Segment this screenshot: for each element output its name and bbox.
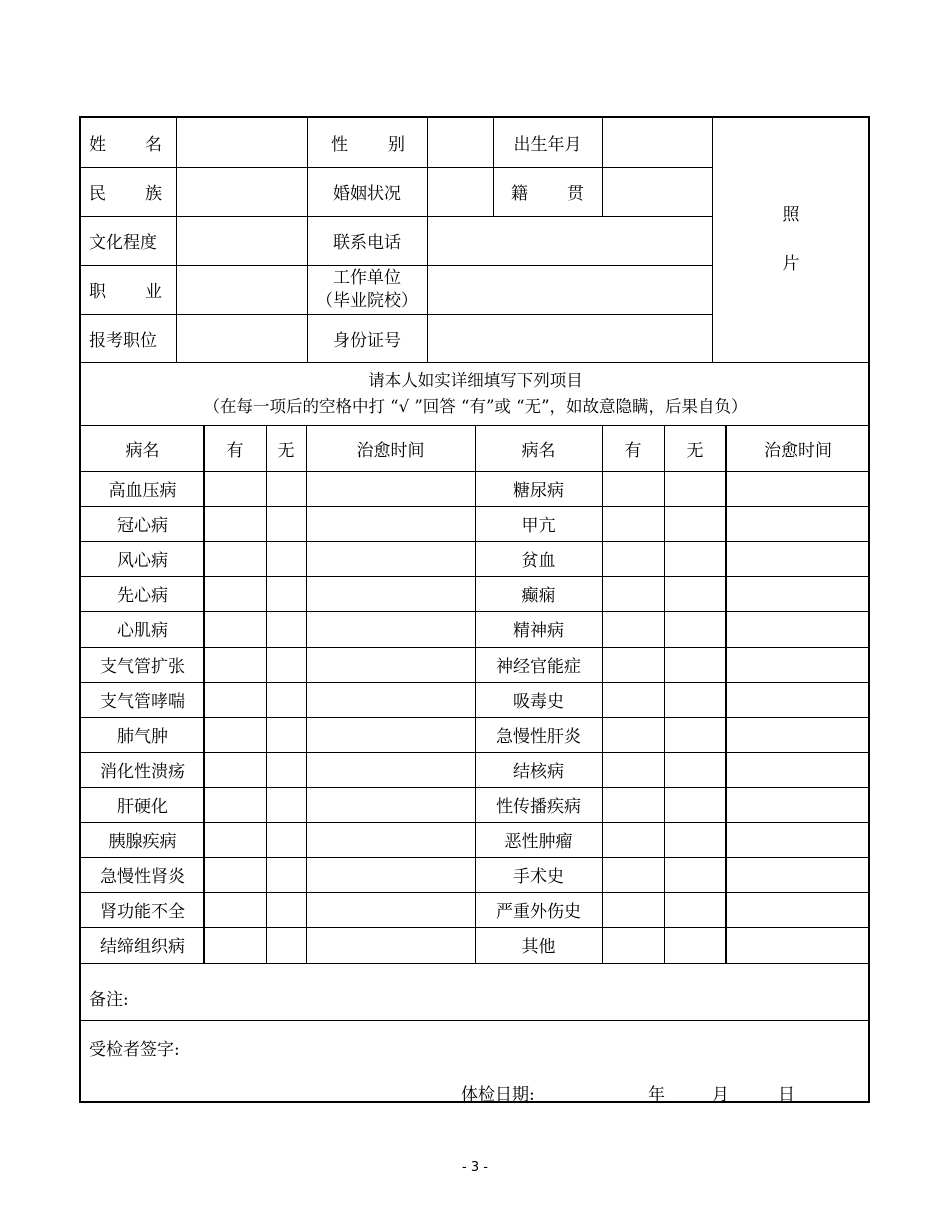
disease-name-left: 肾功能不全 [100, 902, 185, 923]
no-checkbox[interactable] [266, 611, 306, 646]
no-checkbox[interactable] [266, 541, 306, 576]
grid-line [81, 963, 870, 964]
cure-time-field[interactable] [726, 857, 870, 892]
no-checkbox[interactable] [266, 752, 306, 787]
no-checkbox[interactable] [664, 682, 726, 717]
col-header-yes-right: 有 [624, 440, 642, 461]
cure-time-field[interactable] [306, 892, 475, 927]
remarks-area[interactable] [81, 963, 870, 1020]
cure-time-field[interactable] [306, 752, 475, 787]
cure-time-field[interactable] [306, 717, 475, 752]
yes-checkbox[interactable] [204, 647, 266, 682]
date-day: 日 [778, 1084, 795, 1105]
grid-line [81, 576, 870, 577]
gender-field[interactable] [427, 118, 493, 167]
ethnicity-label: 民 族 [89, 184, 162, 204]
marital-label: 婚姻状况 [333, 184, 401, 204]
phone-label: 联系电话 [333, 233, 401, 253]
disease-name-left: 支气管哮喘 [100, 691, 185, 712]
grid-line [81, 611, 870, 612]
col-header-cure-left: 治愈时间 [356, 440, 425, 461]
phone-field[interactable] [427, 216, 712, 265]
cure-time-field[interactable] [726, 576, 870, 611]
cure-time-field[interactable] [306, 857, 475, 892]
yes-checkbox[interactable] [204, 822, 266, 857]
grid-line [81, 857, 870, 858]
col-header-yes-left: 有 [226, 440, 244, 461]
disease-name-right: 贫血 [521, 551, 556, 572]
grid-line [81, 822, 870, 823]
yes-checkbox[interactable] [204, 471, 266, 506]
disease-name-right: 甲亢 [521, 516, 556, 537]
yes-checkbox[interactable] [602, 717, 664, 752]
grid-line [602, 118, 603, 216]
cure-time-field[interactable] [726, 506, 870, 541]
cure-time-field[interactable] [306, 506, 475, 541]
no-checkbox[interactable] [664, 822, 726, 857]
col-header-disease-left: 病名 [125, 440, 160, 461]
education-label: 文化程度 [89, 233, 157, 253]
health-form [79, 116, 870, 1103]
date-label: 体检日期: [461, 1084, 535, 1105]
education-field[interactable] [176, 216, 307, 265]
yes-checkbox[interactable] [204, 787, 266, 822]
no-checkbox[interactable] [266, 927, 306, 962]
disease-name-right: 急慢性肝炎 [496, 726, 581, 747]
yes-checkbox[interactable] [602, 541, 664, 576]
cure-time-field[interactable] [726, 682, 870, 717]
cure-time-field[interactable] [306, 682, 475, 717]
yes-checkbox[interactable] [602, 857, 664, 892]
cure-time-field[interactable] [306, 927, 475, 962]
yes-checkbox[interactable] [602, 682, 664, 717]
disease-name-left: 高血压病 [108, 481, 177, 502]
no-checkbox[interactable] [664, 611, 726, 646]
col-header-no-left: 无 [277, 440, 295, 461]
yes-checkbox[interactable] [602, 506, 664, 541]
yes-checkbox[interactable] [204, 752, 266, 787]
disease-name-left: 冠心病 [117, 516, 168, 537]
date-year: 年 [648, 1084, 665, 1105]
disease-name-right: 糖尿病 [513, 481, 564, 502]
grid-line [81, 892, 870, 893]
disease-name-right: 性传播疾病 [496, 796, 581, 817]
yes-checkbox[interactable] [204, 611, 266, 646]
col-header-cure-right: 治愈时间 [764, 440, 832, 461]
disease-name-right: 神经官能症 [496, 656, 581, 677]
no-checkbox[interactable] [664, 576, 726, 611]
yes-checkbox[interactable] [602, 892, 664, 927]
cure-time-field[interactable] [726, 822, 870, 857]
disease-name-right: 其他 [521, 937, 556, 958]
cure-time-field[interactable] [726, 787, 870, 822]
col-header-disease-right: 病名 [521, 440, 556, 461]
cure-time-field[interactable] [726, 541, 870, 576]
marital-field[interactable] [427, 167, 493, 216]
no-checkbox[interactable] [266, 682, 306, 717]
id-field[interactable] [427, 314, 712, 362]
no-checkbox[interactable] [266, 857, 306, 892]
no-checkbox[interactable] [266, 717, 306, 752]
disease-name-right: 吸毒史 [513, 691, 564, 712]
yes-checkbox[interactable] [602, 611, 664, 646]
yes-checkbox[interactable] [602, 787, 664, 822]
disease-name-left: 心肌病 [117, 621, 168, 642]
cure-time-field[interactable] [726, 647, 870, 682]
yes-checkbox[interactable] [602, 927, 664, 962]
origin-label: 籍 贯 [511, 184, 584, 204]
disease-name-right: 恶性肿瘤 [504, 832, 573, 853]
remarks-label: 备注: [89, 990, 129, 1010]
grid-line [81, 362, 870, 363]
cure-time-field[interactable] [726, 717, 870, 752]
cure-time-field[interactable] [306, 647, 475, 682]
yes-checkbox[interactable] [204, 717, 266, 752]
yes-checkbox[interactable] [602, 822, 664, 857]
yes-checkbox[interactable] [204, 506, 266, 541]
name-field[interactable] [176, 118, 307, 167]
yes-checkbox[interactable] [602, 752, 664, 787]
photo-box: 照 片 [782, 205, 800, 274]
no-checkbox[interactable] [664, 927, 726, 962]
cure-time-field[interactable] [726, 927, 870, 962]
no-checkbox[interactable] [664, 787, 726, 822]
cure-time-field[interactable] [306, 471, 475, 506]
disease-name-left: 支气管扩张 [100, 656, 185, 677]
grid-line [81, 541, 870, 542]
disease-name-right: 结核病 [513, 761, 564, 782]
grid-line [712, 118, 713, 362]
yes-checkbox[interactable] [204, 927, 266, 962]
col-header-no-right: 无 [686, 440, 704, 461]
workplace-field[interactable] [427, 265, 712, 314]
page-number: - 3 - [462, 1160, 488, 1175]
grid-line [427, 118, 428, 362]
cure-time-field[interactable] [306, 611, 475, 646]
grid-line [81, 927, 870, 928]
birth-label: 出生年月 [513, 135, 582, 155]
disease-name-left: 肺气肿 [117, 726, 168, 747]
yes-checkbox[interactable] [204, 576, 266, 611]
cure-time-field[interactable] [306, 576, 475, 611]
yes-checkbox[interactable] [204, 857, 266, 892]
no-checkbox[interactable] [664, 647, 726, 682]
origin-field[interactable] [602, 167, 712, 216]
yes-checkbox[interactable] [602, 647, 664, 682]
occupation-field[interactable] [176, 265, 307, 314]
no-checkbox[interactable] [266, 647, 306, 682]
grid-line [81, 647, 870, 648]
no-checkbox[interactable] [266, 892, 306, 927]
disease-name-right: 癫痫 [521, 586, 556, 607]
no-checkbox[interactable] [664, 717, 726, 752]
date-month: 月 [712, 1084, 729, 1105]
no-checkbox[interactable] [266, 506, 306, 541]
grid-line [81, 506, 870, 507]
grid-line [493, 118, 494, 216]
disease-name-left: 结缔组织病 [100, 937, 185, 958]
yes-checkbox[interactable] [602, 576, 664, 611]
signature-label: 受检者签字: [89, 1040, 180, 1060]
disease-name-left: 肝硬化 [117, 796, 168, 817]
grid-line [81, 1020, 870, 1021]
position-field[interactable] [176, 314, 307, 362]
cure-time-field[interactable] [306, 541, 475, 576]
no-checkbox[interactable] [664, 892, 726, 927]
position-label: 报考职位 [89, 330, 157, 351]
cure-time-field[interactable] [726, 752, 870, 787]
no-checkbox[interactable] [664, 506, 726, 541]
grid-line [81, 787, 870, 788]
id-label: 身份证号 [333, 330, 401, 351]
ethnicity-field[interactable] [176, 167, 307, 216]
cure-time-field[interactable] [726, 892, 870, 927]
grid-line [81, 717, 870, 718]
grid-line [307, 118, 308, 362]
disease-name-left: 急慢性肾炎 [100, 867, 185, 888]
cure-time-field[interactable] [726, 471, 870, 506]
no-checkbox[interactable] [664, 541, 726, 576]
workplace-label: 工作单位 （毕业院校） [316, 267, 418, 311]
gender-label: 性 别 [331, 135, 405, 155]
birth-field[interactable] [602, 118, 712, 167]
no-checkbox[interactable] [266, 787, 306, 822]
disease-name-right: 严重外伤史 [496, 902, 581, 923]
grid-line [81, 752, 870, 753]
no-checkbox[interactable] [266, 822, 306, 857]
cure-time-field[interactable] [726, 611, 870, 646]
name-label: 姓 名 [89, 135, 162, 155]
yes-checkbox[interactable] [204, 892, 266, 927]
instructions: 请本人如实详细填写下列项目 （在每一项后的空格中打 “√ ”回答 “有”或 “无”，如故意隐瞒，后果自负） [203, 370, 748, 416]
no-checkbox[interactable] [664, 752, 726, 787]
no-checkbox[interactable] [664, 471, 726, 506]
disease-name-left: 先心病 [117, 586, 168, 607]
cure-time-field[interactable] [306, 822, 475, 857]
yes-checkbox[interactable] [204, 682, 266, 717]
yes-checkbox[interactable] [204, 541, 266, 576]
no-checkbox[interactable] [266, 576, 306, 611]
no-checkbox[interactable] [664, 857, 726, 892]
cure-time-field[interactable] [306, 787, 475, 822]
disease-name-right: 手术史 [513, 867, 564, 888]
disease-name-left: 消化性溃疡 [100, 761, 185, 782]
yes-checkbox[interactable] [602, 471, 664, 506]
disease-name-left: 胰腺疾病 [108, 832, 177, 853]
occupation-label: 职 业 [89, 282, 162, 302]
disease-name-left: 风心病 [117, 551, 168, 572]
no-checkbox[interactable] [266, 471, 306, 506]
disease-name-right: 精神病 [513, 621, 564, 642]
grid-line [176, 118, 177, 362]
grid-line [81, 682, 870, 683]
